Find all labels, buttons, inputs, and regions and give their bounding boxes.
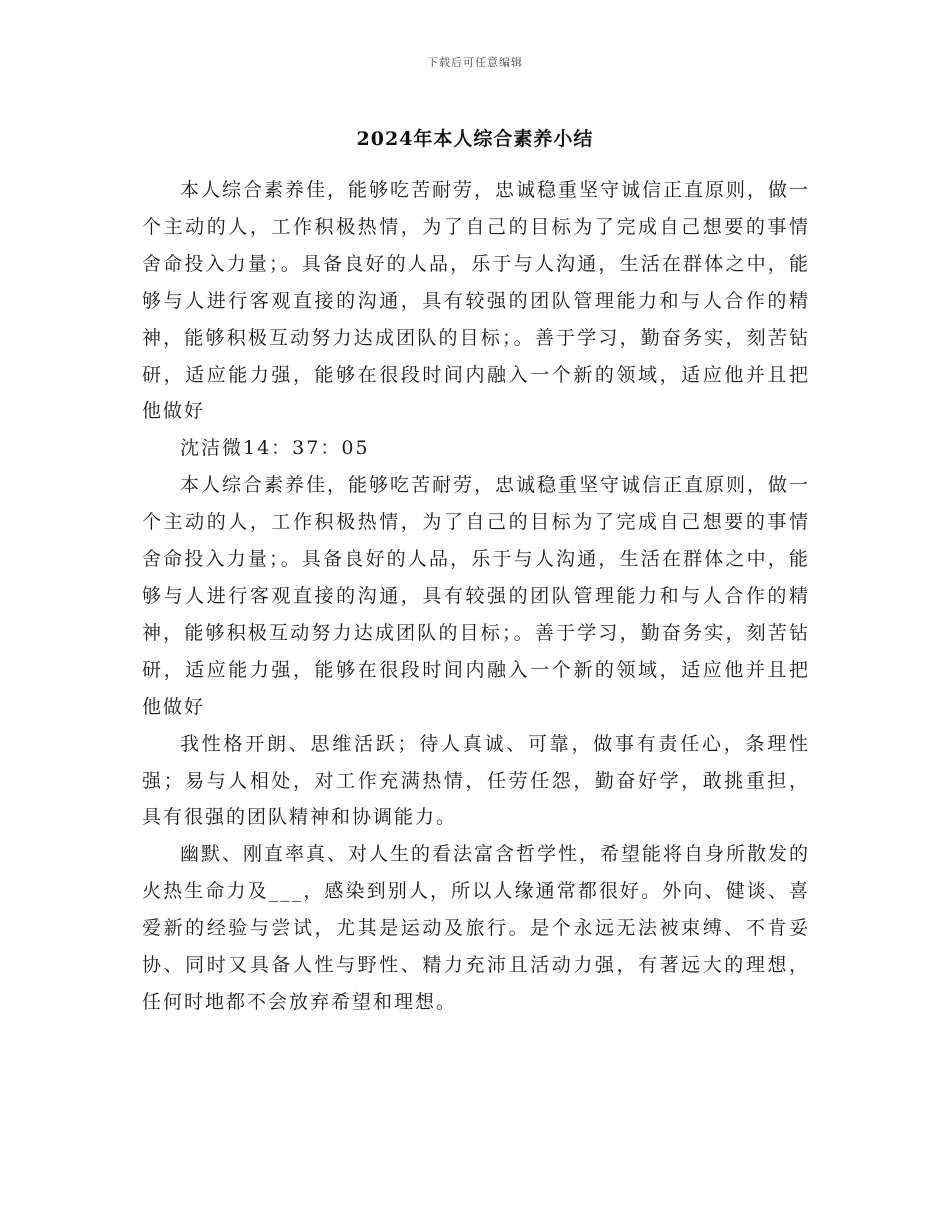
document-body [142,172,810,1021]
document-title: 2024年本人综合素养小结 [356,128,594,150]
paragraph-5: 幽默、刚直率真、对人生的看法富含哲学性，希望能将自身所散发的火热生命力及___，感染到别人，所以人缘通常都很好。外向、健谈、喜爱新的经验与尝试，尤其是运动及旅行。是个永远无法被束缚、不肯妥协、同时又具备人性与野性、精力充沛且活动力强，有著远大的理想，任何时地都不会放弃希望和理想。 [142,843,811,1013]
paragraph-1: 本人综合素养佳，能够吃苦耐劳，忠诚稳重坚守诚信正直原则，做一个主动的人，工作积极热情，为了自己的目标为了完成自己想要的事情舍命投入力量；。具备良好的人品，乐于与人沟通，生活在群体之中，能够与人进行客观直接的沟通，具有较强的团队管理能力和与人合作的精神，能够积极互动努力达成团队的目标；。善于学习，勤奋务实，刻苦钻研，适应能力强，能够在很段时间内融入一个新的领域，适应他并且把他做好 [142,179,811,423]
paragraph-2-timestamp: 沈洁微14：37：05 [180,437,370,460]
paragraph-3: 本人综合素养佳，能够吃苦耐劳，忠诚稳重坚守诚信正直原则，做一个主动的人，工作积极热情，为了自己的目标为了完成自己想要的事情舍命投入力量；。具备良好的人品，乐于与人沟通，生活在群体之中，能够与人进行客观直接的沟通，具有较强的团队管理能力和与人合作的精神，能够积极互动努力达成团队的目标；。善于学习，勤奋务实，刻苦钻研，适应能力强，能够在很段时间内融入一个新的领域，适应他并且把他做好 [142,474,811,718]
paragraph-4: 我性格开朗、思维活跃；待人真诚、可靠，做事有责任心，条理性强；易与人相处，对工作充满热情，任劳任怨，勤奋好学，敢挑重担，具有很强的团队精神和协调能力。 [142,732,810,829]
page-header-note: 下载后可任意编辑 [427,56,523,69]
